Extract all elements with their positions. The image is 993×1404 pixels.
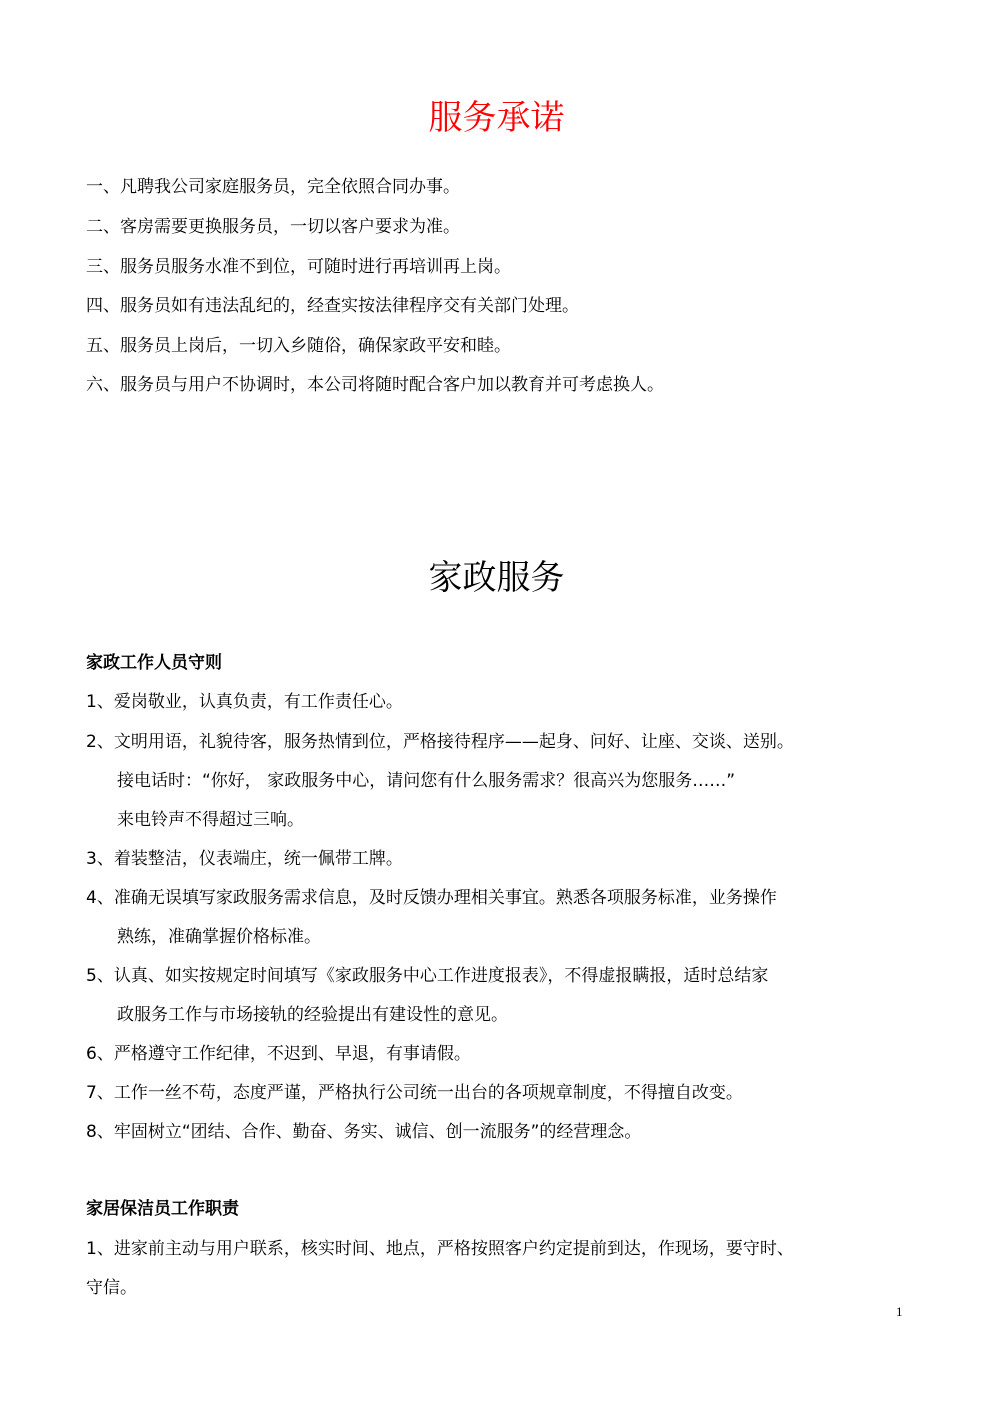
rule-line-1: 1、爱岗敬业，认真负责，有工作责任心。 xyxy=(86,692,403,712)
housekeeping-title: 家政服务 xyxy=(428,558,565,598)
rule-line-4b: 熟练，准确掌握价格标准。 xyxy=(117,927,321,947)
cleaner-heading: 家居保洁员工作职责 xyxy=(86,1199,239,1219)
rule-line-8: 8、牢固树立“团结、合作、勤奋、务实、诚信、创一流服务”的经营理念。 xyxy=(86,1122,642,1142)
rule-line-4: 4、准确无误填写家政服务需求信息，及时反馈办理相关事宜。熟悉各项服务标准，业务操作 xyxy=(86,888,777,908)
promise-item-6: 六、服务员与用户不协调时，本公司将随时配合客户加以教育并可考虑换人。 xyxy=(86,375,664,395)
promise-item-4: 四、服务员如有违法乱纪的，经查实按法律程序交有关部门处理。 xyxy=(86,296,579,316)
rule-line-2b: 接电话时：“你好， 家政服务中心，请问您有什么服务需求？很高兴为您服务……” xyxy=(117,771,736,791)
rule-line-2: 2、文明用语，礼貌待客，服务热情到位，严格接待程序——起身、问好、让座、交谈、送别。 xyxy=(86,732,794,752)
promise-item-3: 三、服务员服务水准不到位，可随时进行再培训再上岗。 xyxy=(86,257,511,277)
rule-line-7: 7、工作一丝不苟，态度严谨，严格执行公司统一出台的各项规章制度，不得擅自改变。 xyxy=(86,1083,743,1103)
cleaner-line-1b: 守信。 xyxy=(86,1278,137,1298)
promise-item-1: 一、凡聘我公司家庭服务员，完全依照合同办事。 xyxy=(86,177,460,197)
rule-line-2c: 来电铃声不得超过三响。 xyxy=(117,810,304,830)
rule-line-5b: 政服务工作与市场接轨的经验提出有建设性的意见。 xyxy=(117,1005,508,1025)
rule-line-3: 3、着装整洁，仪表端庄，统一佩带工牌。 xyxy=(86,849,403,869)
promise-title: 服务承诺 xyxy=(428,98,565,138)
rule-line-5: 5、认真、如实按规定时间填写《家政服务中心工作进度报表》，不得虚报瞒报，适时总结家 xyxy=(86,966,769,986)
page-number: 1 xyxy=(896,1304,903,1319)
rule-line-6: 6、严格遵守工作纪律，不迟到、早退，有事请假。 xyxy=(86,1044,471,1064)
promise-item-2: 二、客房需要更换服务员，一切以客户要求为准。 xyxy=(86,217,460,237)
cleaner-line-1: 1、进家前主动与用户联系，核实时间、地点，严格按照客户约定提前到达，作现场，要守时、 xyxy=(86,1239,794,1259)
rules-heading: 家政工作人员守则 xyxy=(86,653,222,673)
promise-item-5: 五、服务员上岗后，一切入乡随俗，确保家政平安和睦。 xyxy=(86,336,511,356)
